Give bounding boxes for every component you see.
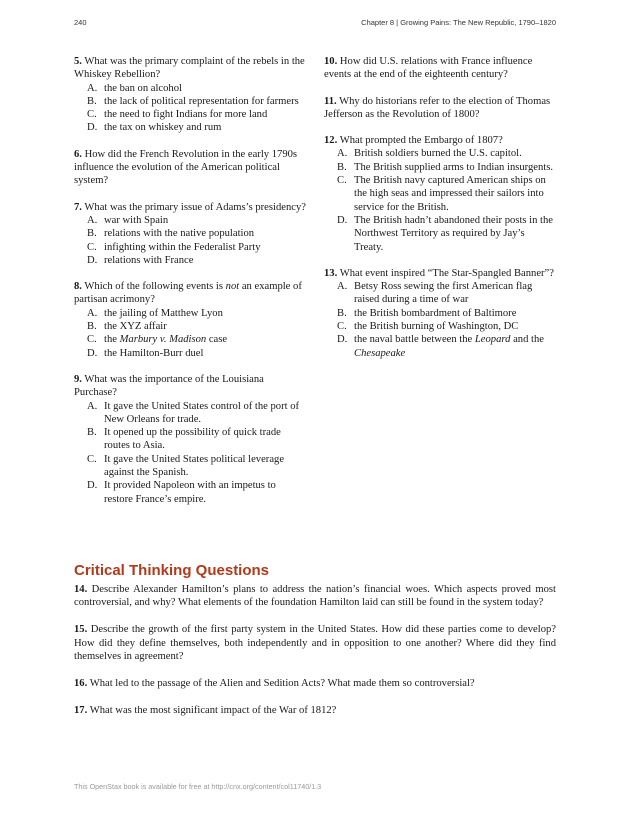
option-d: D. the Hamilton-Burr duel — [87, 347, 204, 359]
question-17: 17. What was the most significant impact of the War of 1812? — [74, 704, 337, 716]
question-stem: What was the primary issue of Adams’s presidency? — [84, 201, 306, 213]
section-title-critical-thinking: Critical Thinking Questions — [74, 562, 270, 579]
option-b: B. the XYZ affair — [87, 321, 167, 333]
question-11 — [324, 95, 556, 122]
answer-options — [74, 82, 306, 135]
ship-name-leopard: Leopard — [474, 334, 511, 346]
option-a: A. It gave the United States control of the port of New Orleans for trade. — [87, 400, 300, 425]
question-stem: What was the importance of the Louisiana Purchase? — [74, 373, 264, 399]
question-7 — [74, 201, 306, 267]
critical-thinking-questions — [74, 583, 556, 731]
running-title: Chapter 8 | Growing Pains: The New Republic, 1790–1820 — [361, 18, 556, 27]
question-number: 8. — [74, 281, 82, 293]
question-stem: How did U.S. relations with France influence events at the end of the eighteenth century? — [324, 56, 533, 81]
question-stem: What prompted the Embargo of 1807? — [339, 135, 503, 147]
option-c: C. infighting within the Federalist Party — [87, 241, 261, 253]
question-16: 16. What led to the passage of the Alien and Sedition Acts? What made them so controversial? — [74, 678, 475, 690]
question-number: 6. — [74, 148, 82, 160]
option-b: B. the lack of political representation for farmers — [87, 95, 299, 107]
option-a: A. British soldiers burned the U.S. capitol. — [337, 148, 522, 160]
option-d: D. the naval battle between the Leopard and the Chesapeake — [337, 334, 544, 359]
option-d: D. The British hadn’t abandoned their posts in the Northwest Territory as required by Jay’s Treaty. — [337, 214, 553, 253]
question-12 — [324, 134, 556, 254]
question-number: 7. — [74, 201, 82, 213]
page-number: 240 — [74, 18, 87, 27]
option-d: D. the tax on whiskey and rum — [87, 122, 222, 134]
answer-options — [324, 280, 556, 360]
option-c: C. the need to fight Indians for more land — [87, 109, 268, 121]
page-footer: This OpenStax book is available for free at http://cnx.org/content/col11740/1.3 — [74, 782, 322, 791]
option-c: C. The British navy captured American ships on the high seas and impressed their sailors into service for the British. — [337, 175, 546, 213]
question-14: 14. Describe Alexander Hamilton’s plans to address the nation’s financial woes. Which aspects proved most controversial, and why? What elements of the foundation Hamilton laid can still be found in the system today? — [74, 584, 556, 609]
question-5 — [74, 55, 306, 135]
option-d: D. It provided Napoleon with an impetus to restore France’s empire. — [87, 480, 276, 505]
answer-options — [74, 400, 306, 506]
answer-options — [74, 214, 306, 267]
ship-name-chesapeake: Chesapeake — [354, 347, 406, 359]
option-c: C. the Marbury v. Madison case — [87, 334, 228, 346]
question-stem: What was the primary complaint of the rebels in the Whiskey Rebellion? — [74, 56, 305, 81]
question-number: 11. — [324, 95, 337, 107]
option-d: D. relations with France — [87, 254, 194, 266]
question-number: 12. — [324, 135, 338, 147]
question-stem: What event inspired “The Star-Spangled Banner”? — [339, 267, 554, 279]
question-stem: How did the French Revolution in the early 1790s influence the evolution of the American political system? — [74, 148, 298, 187]
right-column — [324, 55, 556, 373]
option-a: A. war with Spain — [87, 214, 169, 226]
emphasis-not: not — [225, 281, 240, 293]
option-c: C. the British burning of Washington, DC — [337, 321, 519, 333]
option-b: B. It opened up the possibility of quick trade routes to Asia. — [87, 427, 281, 452]
question-15: 15. Describe the growth of the first party system in the United States. How did these parties come to develop? How did they define themselves, both independently and in opposition to one another? Where did they find themselves in agreement? — [74, 624, 557, 663]
option-b: B. The British supplied arms to Indian insurgents. — [337, 161, 554, 173]
question-10 — [324, 55, 556, 82]
option-a: A. the ban on alcohol — [87, 82, 182, 94]
answer-options — [74, 307, 306, 360]
question-6 — [74, 148, 306, 188]
question-9 — [74, 373, 306, 506]
question-stem: Why do historians refer to the election of Thomas Jefferson as the Revolution of 1800? — [324, 95, 551, 120]
question-number: 13. — [324, 267, 338, 279]
option-a: A. the jailing of Matthew Lyon — [87, 307, 223, 319]
left-column — [74, 55, 306, 519]
question-13 — [324, 267, 556, 360]
option-c: C. It gave the United States political leverage against the Spanish. — [87, 453, 285, 479]
answer-options — [324, 147, 556, 253]
option-a: A. Betsy Ross sewing the first American flag raised during a time of war — [337, 281, 533, 306]
question-number: 9. — [74, 373, 82, 385]
case-title: Marbury v. Madison — [119, 334, 207, 346]
question-number: 5. — [74, 56, 82, 67]
option-b: B. the British bombardment of Baltimore — [337, 307, 517, 319]
option-b: B. relations with the native population — [87, 228, 255, 240]
question-number: 10. — [324, 56, 338, 67]
question-8: 8. Which of the following events is not an example of partisan acrimony? A. the jailing of Matthew Lyon B. the XYZ affair C. the Marbury v. Madison case D. the Hamilton-Burr duel — [74, 280, 306, 360]
